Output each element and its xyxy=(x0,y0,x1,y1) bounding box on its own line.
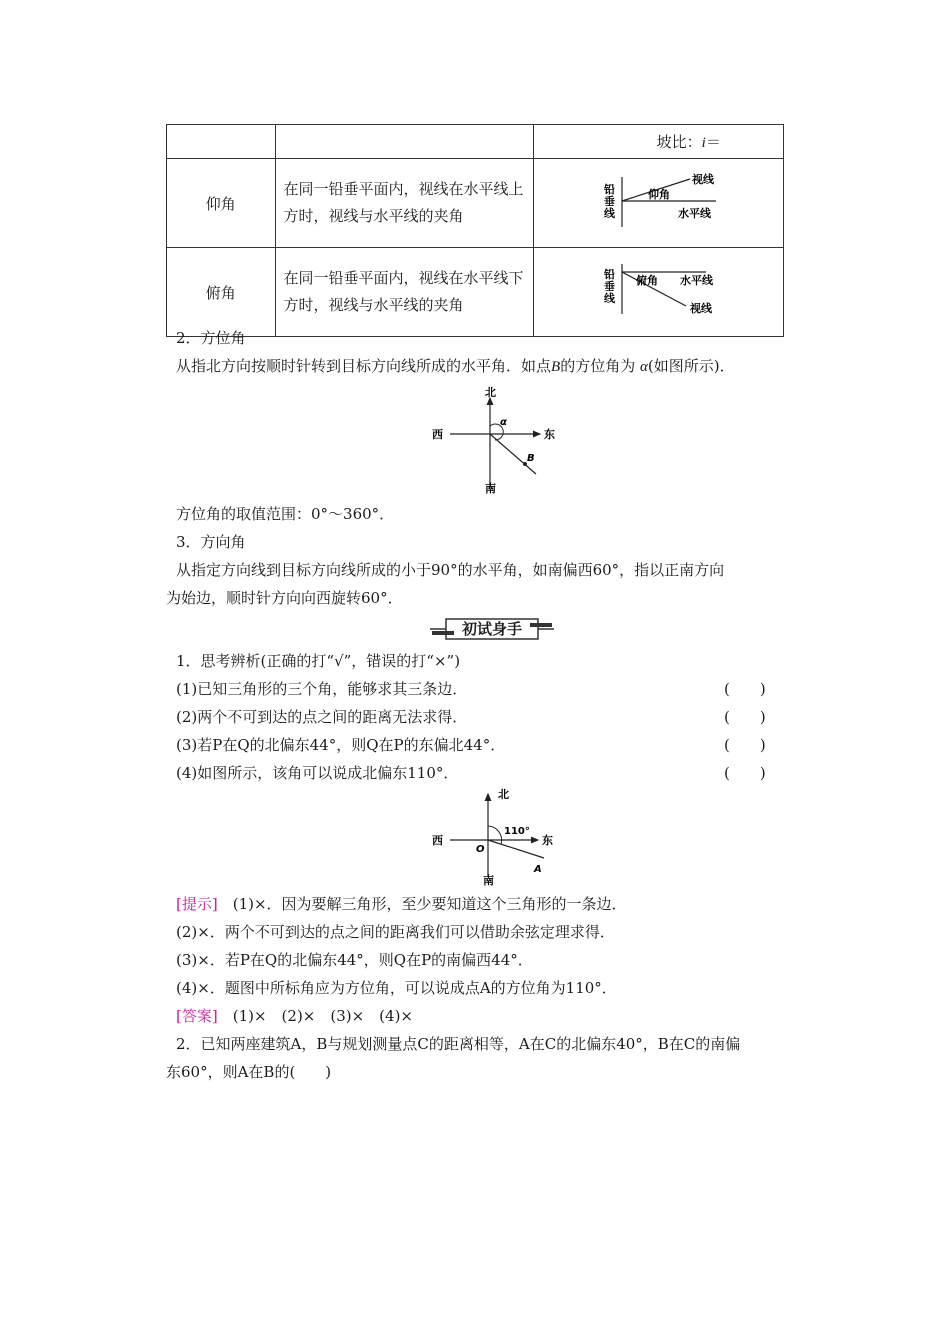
angle-label: 俯角 xyxy=(635,274,658,287)
section2-heading: 2．方位角 xyxy=(176,329,246,347)
q1-item: (4)如图所示，该角可以说成北偏东110°． xyxy=(176,764,459,782)
hint-label: [提示] xyxy=(176,895,218,913)
q1-item: (3)若P在Q的北偏东44°，则Q在P的东偏北44°． xyxy=(176,736,506,754)
plumb-label: 铅垂线 xyxy=(603,268,615,305)
angle-label: 仰角 xyxy=(647,188,670,201)
east-label: 东 xyxy=(544,428,555,441)
figure-cell xyxy=(534,125,784,159)
hint-4: (4)×．题图中所标角应为方位角，可以说成点A的方位角为110°． xyxy=(176,979,617,997)
hint-2: (2)×．两个不可到达的点之间的距离我们可以借助余弦定理求得． xyxy=(176,923,615,941)
slope-ratio xyxy=(597,131,721,152)
term-cell xyxy=(167,125,276,159)
north-label: 北 xyxy=(498,788,509,801)
q2-line1: 2．已知两座建筑A，B与规划测量点C的距离相等，A在C的北偏东40°，B在C的南偏 xyxy=(176,1035,741,1053)
answer-blank: ( ) xyxy=(724,708,766,726)
angle-arc xyxy=(488,826,502,844)
section2-definition xyxy=(176,355,735,376)
section3-line2: 为始边，顺时针方向向西旋转60°． xyxy=(166,589,403,607)
table-row xyxy=(167,248,784,337)
definition-depression: 在同一铅垂平面内，视线在水平线下方时，视线与水平线的夹角 xyxy=(275,248,534,337)
sight-label: 视线 xyxy=(689,302,712,315)
q2-line2: 东60°，则A在B的( ) xyxy=(166,1063,332,1081)
slope-equals: ＝ xyxy=(705,133,721,151)
point-b: B xyxy=(551,359,561,375)
figure-elevation xyxy=(534,159,784,248)
bearing-diagram xyxy=(426,384,566,496)
section2-text-a: 从指北方向按顺时针转到目标方向线所成的水平角．如点 xyxy=(176,357,552,375)
o-label: O xyxy=(476,844,485,855)
plumb-label: 铅垂线 xyxy=(603,183,615,220)
south-label: 南 xyxy=(485,482,496,495)
definition-cell xyxy=(275,125,534,159)
answer-label: [答案] xyxy=(176,1007,218,1025)
q1-item: (2)两个不可到达的点之间的距离无法求得． xyxy=(176,708,468,726)
bearing-range: 方位角的取值范围：0°～360°． xyxy=(176,505,395,523)
b-label: B xyxy=(527,453,535,464)
hint-1-text: (1)×．因为要解三角形，至少要知道这个三角形的一条边． xyxy=(232,895,627,913)
answer-blank: ( ) xyxy=(724,764,766,782)
hint-1 xyxy=(176,893,627,914)
sight-label: 视线 xyxy=(691,173,714,186)
north-label: 北 xyxy=(485,386,496,399)
section2-text-b: 的方位角为 xyxy=(560,357,636,375)
west-label: 西 xyxy=(432,428,443,441)
section3-heading: 3．方向角 xyxy=(176,533,246,551)
answer-text: (1)× (2)× (3)× (4)× xyxy=(232,1007,413,1025)
section2-text-c: (如图所示)． xyxy=(647,357,735,375)
slope-label: 坡比： xyxy=(656,133,702,151)
angle-110-diagram xyxy=(426,786,566,890)
east-label: 东 xyxy=(542,834,553,847)
table-row xyxy=(167,125,784,159)
answer-line xyxy=(176,1005,413,1026)
south-label: 南 xyxy=(483,874,494,887)
a-label: A xyxy=(534,864,542,875)
definition-elevation: 在同一铅垂平面内，视线在水平线上方时，视线与水平线的夹角 xyxy=(275,159,534,248)
horizontal-label: 水平线 xyxy=(679,274,713,287)
alpha-label: α xyxy=(500,417,507,428)
term-depression: 俯角 xyxy=(167,248,276,337)
slope-symbol: i xyxy=(701,135,706,151)
banner-title: 初试身手 xyxy=(461,620,522,638)
angle-label: 110° xyxy=(504,826,530,837)
answer-blank: ( ) xyxy=(724,736,766,754)
answer-blank: ( ) xyxy=(724,680,766,698)
hint-3: (3)×．若P在Q的北偏东44°，则Q在P的南偏西44°． xyxy=(176,951,533,969)
section3-line1: 从指定方向线到目标方向线所成的小于90°的水平角，如南偏西60°，指以正南方向 xyxy=(176,561,725,579)
table-row xyxy=(167,159,784,248)
q1-item: (1)已知三角形的三个角，能够求其三条边． xyxy=(176,680,468,698)
ray-oa xyxy=(488,840,544,858)
depression-angle-diagram xyxy=(594,260,724,320)
west-label: 西 xyxy=(432,834,443,847)
horizontal-label: 水平线 xyxy=(677,207,711,220)
alpha-symbol: α xyxy=(639,359,648,375)
section-banner xyxy=(428,616,556,642)
elevation-angle-diagram xyxy=(594,171,724,231)
q1-heading: 1．思考辨析(正确的打“√”，错误的打“×”) xyxy=(176,652,461,670)
figure-depression xyxy=(534,248,784,337)
term-elevation: 仰角 xyxy=(167,159,276,248)
definition-table xyxy=(166,124,784,337)
